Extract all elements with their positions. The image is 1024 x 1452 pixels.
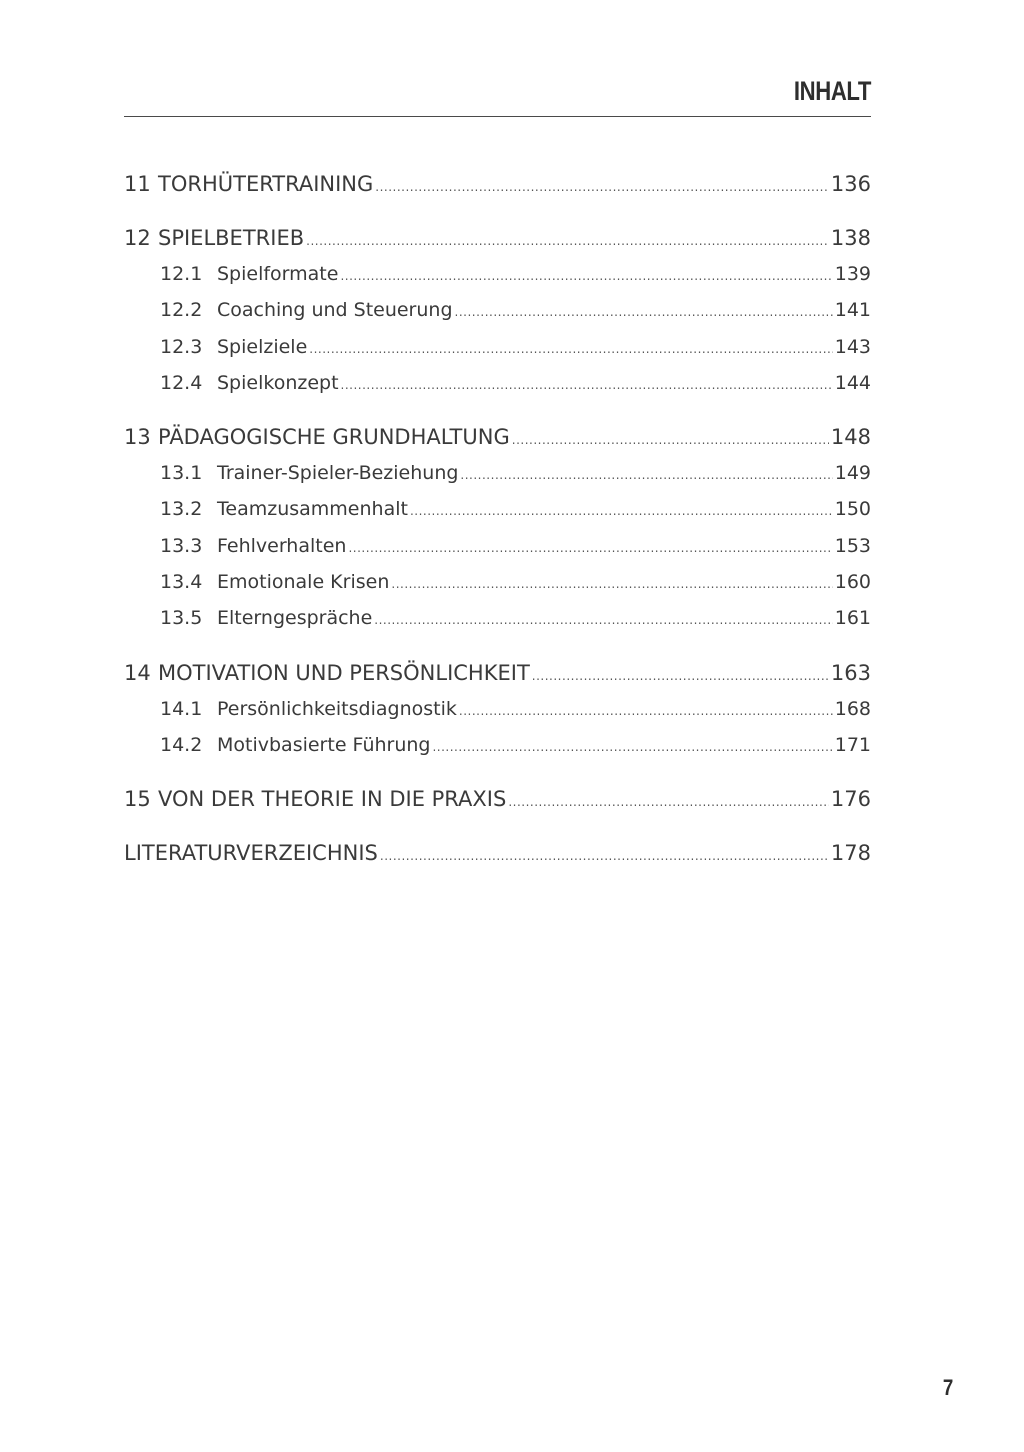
toc-entry-title: PÄDAGOGISCHE GRUNDHALTUNG xyxy=(158,425,510,450)
toc-entry-title: Coaching und Steuerung xyxy=(217,299,453,322)
toc-entry-number: 13 xyxy=(124,425,151,450)
toc-entry-page: 148 xyxy=(830,425,871,450)
toc-chapter-entry xyxy=(124,220,871,256)
toc-entry-page: 161 xyxy=(834,607,871,630)
toc-entry-number: 12.3 xyxy=(160,335,203,358)
toc-dot-leader xyxy=(432,729,832,765)
toc-entry-title: Spielkonzept xyxy=(217,371,339,394)
toc-entry-page: 139 xyxy=(834,263,871,285)
toc-entry-title: Spielziele xyxy=(217,335,308,358)
toc-entry-number: 14 xyxy=(124,660,151,685)
toc-entry-page: 138 xyxy=(830,226,871,250)
toc-entry-number: 14.2 xyxy=(160,733,203,756)
toc-entry-title: Spielformate xyxy=(217,263,339,285)
toc-dot-leader xyxy=(455,294,833,330)
toc-section-entry xyxy=(124,600,871,636)
toc-entry-page: 163 xyxy=(830,660,871,685)
toc-section-entry xyxy=(124,256,871,292)
toc-entry-page: 160 xyxy=(834,571,871,594)
toc-entry-number: 14.1 xyxy=(160,697,203,720)
toc-entry-title: LITERATURVERZEICHNIS xyxy=(124,841,378,866)
toc-entry-title: VON DER THEORIE IN DIE PRAXIS xyxy=(158,787,507,812)
toc-entry-title: TORHÜTERTRAINING xyxy=(158,172,374,196)
toc-dot-leader xyxy=(306,223,829,259)
toc-dot-leader xyxy=(340,258,832,294)
toc-dot-leader xyxy=(374,602,832,638)
page-header xyxy=(124,72,871,117)
toc-entry-page: 149 xyxy=(834,462,871,485)
toc-entry-title: Persönlichkeitsdiagnostik xyxy=(217,697,457,720)
toc-entry-number: 13.4 xyxy=(160,571,203,594)
toc-chapter-entry xyxy=(124,781,871,817)
toc-entry-page: 141 xyxy=(834,299,871,322)
toc-dot-leader xyxy=(512,422,829,458)
toc-entry-number: 13.5 xyxy=(160,607,203,630)
toc-section-entry xyxy=(124,727,871,763)
toc-entry-page: 171 xyxy=(834,733,871,756)
toc-entry-page: 150 xyxy=(834,498,871,521)
toc-chapter-entry xyxy=(124,166,871,202)
toc-entry-number: 12.4 xyxy=(160,371,203,394)
toc-section-entry xyxy=(124,365,871,401)
toc-entry-title: SPIELBETRIEB xyxy=(158,226,305,250)
toc-dot-leader xyxy=(341,367,833,403)
toc-chapter-entry xyxy=(124,655,871,691)
toc-entry-title: Trainer-Spieler-Beziehung xyxy=(217,462,459,485)
toc-dot-leader xyxy=(375,169,829,205)
toc-section-entry xyxy=(124,491,871,527)
toc-dot-leader xyxy=(532,658,829,694)
toc-section-entry xyxy=(124,329,871,365)
toc-dot-leader xyxy=(348,530,832,566)
toc-entry-title: MOTIVATION UND PERSÖNLICHKEIT xyxy=(158,660,530,685)
toc-section-entry xyxy=(124,564,871,600)
toc-chapter-entry xyxy=(124,419,871,455)
toc-dot-leader xyxy=(391,566,832,602)
toc-entry-title: Motivbasierte Führung xyxy=(217,733,431,756)
toc-entry-number: 12 xyxy=(124,226,151,250)
page-number: 7 xyxy=(942,1375,954,1400)
toc-dot-leader xyxy=(380,838,829,874)
toc-section-entry xyxy=(124,292,871,328)
toc-entry-page: 178 xyxy=(830,841,871,866)
toc-dot-leader xyxy=(460,457,832,493)
toc-dot-leader xyxy=(410,493,833,529)
toc-entry-number: 13.1 xyxy=(160,462,203,485)
toc-entry-number: 15 xyxy=(124,787,151,812)
toc-entry-title: Emotionale Krisen xyxy=(217,571,390,594)
toc-dot-leader xyxy=(309,331,832,367)
toc-entry-page: 136 xyxy=(830,172,871,196)
toc-dot-leader xyxy=(459,693,833,729)
toc-entry-title: Teamzusammenhalt xyxy=(217,498,408,521)
toc-section-entry xyxy=(124,528,871,564)
toc-section-entry xyxy=(124,455,871,491)
toc-section-entry xyxy=(124,691,871,727)
toc-entry-number: 12.1 xyxy=(160,263,203,285)
toc-entry-page: 144 xyxy=(834,371,871,394)
table-of-contents xyxy=(124,166,871,871)
toc-entry-page: 168 xyxy=(834,697,871,720)
toc-entry-title: Fehlverhalten xyxy=(217,534,347,557)
toc-dot-leader xyxy=(508,784,829,820)
toc-entry-title: Elterngespräche xyxy=(217,607,373,630)
toc-entry-number: 13.3 xyxy=(160,534,203,557)
toc-chapter-entry xyxy=(124,835,871,871)
toc-entry-page: 143 xyxy=(834,335,871,358)
toc-entry-number: 12.2 xyxy=(160,299,203,322)
toc-entry-number: 13.2 xyxy=(160,498,203,521)
toc-entry-number: 11 xyxy=(124,172,151,196)
header-title: INHALT xyxy=(793,76,871,106)
toc-entry-page: 176 xyxy=(830,787,871,812)
toc-entry-page: 153 xyxy=(834,534,871,557)
